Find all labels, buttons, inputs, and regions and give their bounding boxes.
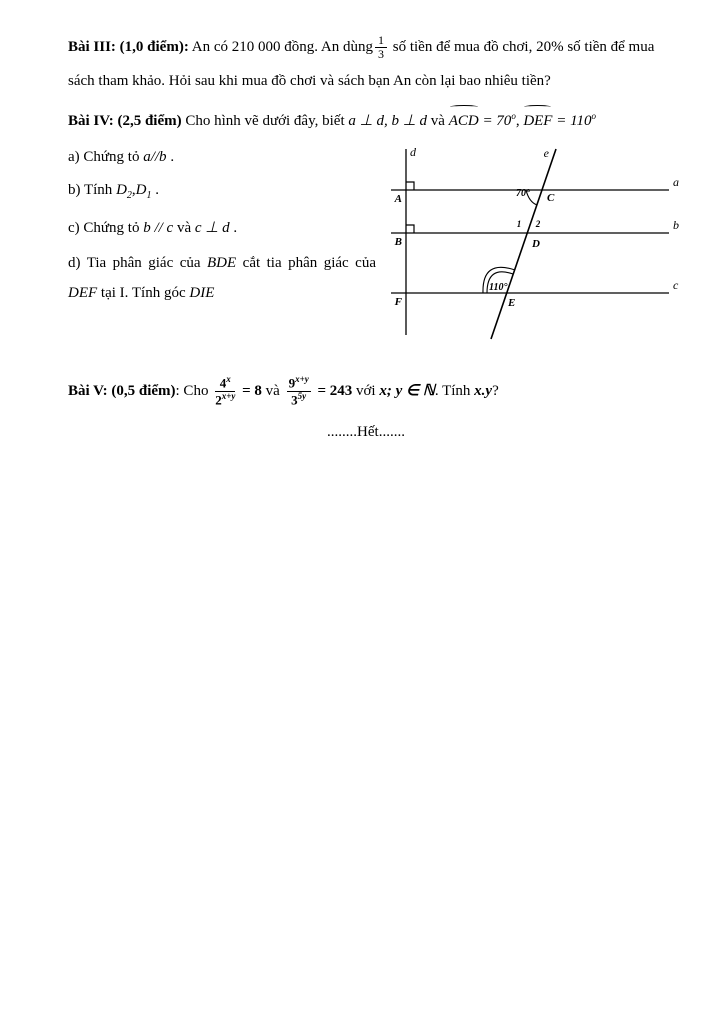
label-point-D: D (532, 238, 540, 250)
item-c (68, 212, 376, 245)
item-c-math1: b // c (143, 220, 174, 236)
label-angle-d2: 2 (535, 219, 541, 229)
bai4-label: Bài IV: (2,5 điểm) (68, 113, 182, 129)
item-a-text: a) Chứng tỏ (68, 149, 144, 165)
geometry-figure (383, 143, 683, 343)
label-point-A: A (394, 193, 402, 205)
bai5-xy: x.y (474, 383, 493, 399)
item-a (68, 141, 376, 174)
item-d-text2: cắt tia phân giác của (236, 255, 376, 271)
end-marker: ........Hết....... (327, 424, 405, 440)
label-point-C: C (547, 192, 555, 204)
bai4-intro: Cho hình vẽ dưới đây, biết (181, 113, 349, 129)
document-content (68, 30, 679, 444)
item-b (68, 174, 376, 212)
item-d (68, 248, 376, 308)
fraction-numerator: 1 (375, 34, 387, 48)
bai5-eq2: = 243 (313, 383, 353, 399)
bai5-eq1: = 8 (238, 383, 262, 399)
frac1-numerator (215, 375, 235, 392)
frac1-den-exp: x+y (221, 391, 236, 402)
bai4-heading (68, 102, 664, 135)
frac2-num-exp: x+y (295, 374, 309, 385)
bai4-va: và (427, 113, 449, 129)
bai5-dot: . Tính (434, 383, 475, 399)
degree-sup-2: o (591, 111, 596, 121)
item-d-angle-bde: BDE (207, 255, 237, 271)
label-angle-70: 70° (516, 188, 530, 199)
frac1-num-base: 4 (219, 375, 227, 391)
bai5-va: và (261, 383, 284, 399)
frac1-denominator (215, 392, 235, 408)
label-line-c: c (673, 278, 679, 292)
item-a-end: . (166, 149, 175, 165)
item-d-angle-def: DEF (68, 285, 98, 301)
right-angle-at-B (406, 225, 414, 233)
item-d-angle-die: DIE (189, 285, 215, 301)
frac2-denominator (287, 392, 311, 408)
item-c-mid: và (173, 220, 195, 236)
item-b-sub2: 1 (146, 190, 152, 201)
item-c-text: c) Chứng tỏ (68, 220, 144, 236)
frac1-den-base: 2 (215, 392, 222, 408)
right-angle-at-A (406, 182, 414, 190)
label-line-b: b (673, 218, 679, 232)
bai3-text-before: An có 210 000 đồng. An dùng (188, 39, 373, 55)
fraction-denominator: 3 (378, 47, 384, 62)
degree-sup-1: o (511, 111, 516, 121)
bai3-text-after: số tiền để mua đồ chơi, 20% số tiền để mua sách tham khảo. Hỏi sau khi mua đồ chơi và sách bạn An còn lại bao nhiêu tiền? (68, 39, 655, 89)
item-c-math2: c ⊥ d (194, 220, 230, 236)
item-b-var2: D (135, 182, 147, 198)
fraction-9xy-over-35y (287, 375, 311, 407)
bai5-colon: : Cho (175, 383, 213, 399)
fraction-one-third (375, 34, 387, 60)
item-b-end: . (151, 182, 159, 198)
bai5-paragraph (68, 372, 664, 410)
frac2-den-base: 3 (291, 392, 298, 408)
bai4-condition-perpendicular: a ⊥ d, b ⊥ d (348, 113, 428, 129)
label-point-B: B (394, 236, 402, 248)
item-c-end: . (229, 220, 238, 236)
item-b-sep: , (131, 182, 136, 198)
label-point-E: E (508, 297, 516, 309)
frac2-num-base: 9 (288, 375, 296, 391)
item-d-text1: d) Tia phân giác của (68, 255, 208, 271)
item-b-text: b) Tính (68, 182, 117, 198)
bai4-body (68, 141, 679, 346)
bai4-items (68, 141, 376, 308)
frac1-num-exp: x (226, 374, 231, 385)
label-line-e: e (543, 146, 549, 160)
angle-acd-value: = 70 (478, 113, 512, 129)
item-b-var1: D (116, 182, 127, 198)
bai4-sep: , (515, 113, 524, 129)
label-angle-110: 110° (489, 282, 508, 293)
bai5-label: Bài V: (0,5 điểm) (68, 383, 176, 399)
label-line-d: d (410, 145, 416, 159)
frac2-numerator (287, 375, 311, 392)
bai3-label: Bài III: (1,0 điểm): (68, 39, 189, 55)
bai5-with: với (352, 383, 380, 399)
angle-def: DEF (523, 107, 552, 135)
label-angle-d1: 1 (516, 219, 522, 229)
label-point-F: F (394, 296, 402, 308)
angle-acd: ACD (449, 107, 479, 135)
angle-def-value: = 110 (552, 113, 592, 129)
item-d-text3: tại I. Tính góc (97, 285, 190, 301)
bai5-variables: x; y ∈ ℕ (379, 383, 435, 399)
fraction-4x-over-2xy (215, 375, 235, 407)
frac2-den-exp: 5y (297, 391, 307, 402)
item-b-sub1: 2 (126, 190, 132, 201)
bai3-paragraph (68, 30, 664, 98)
bai5-question-mark: ? (492, 383, 499, 399)
label-line-a: a (673, 175, 679, 189)
line-e (491, 149, 556, 339)
item-a-math: a//b (143, 149, 167, 165)
